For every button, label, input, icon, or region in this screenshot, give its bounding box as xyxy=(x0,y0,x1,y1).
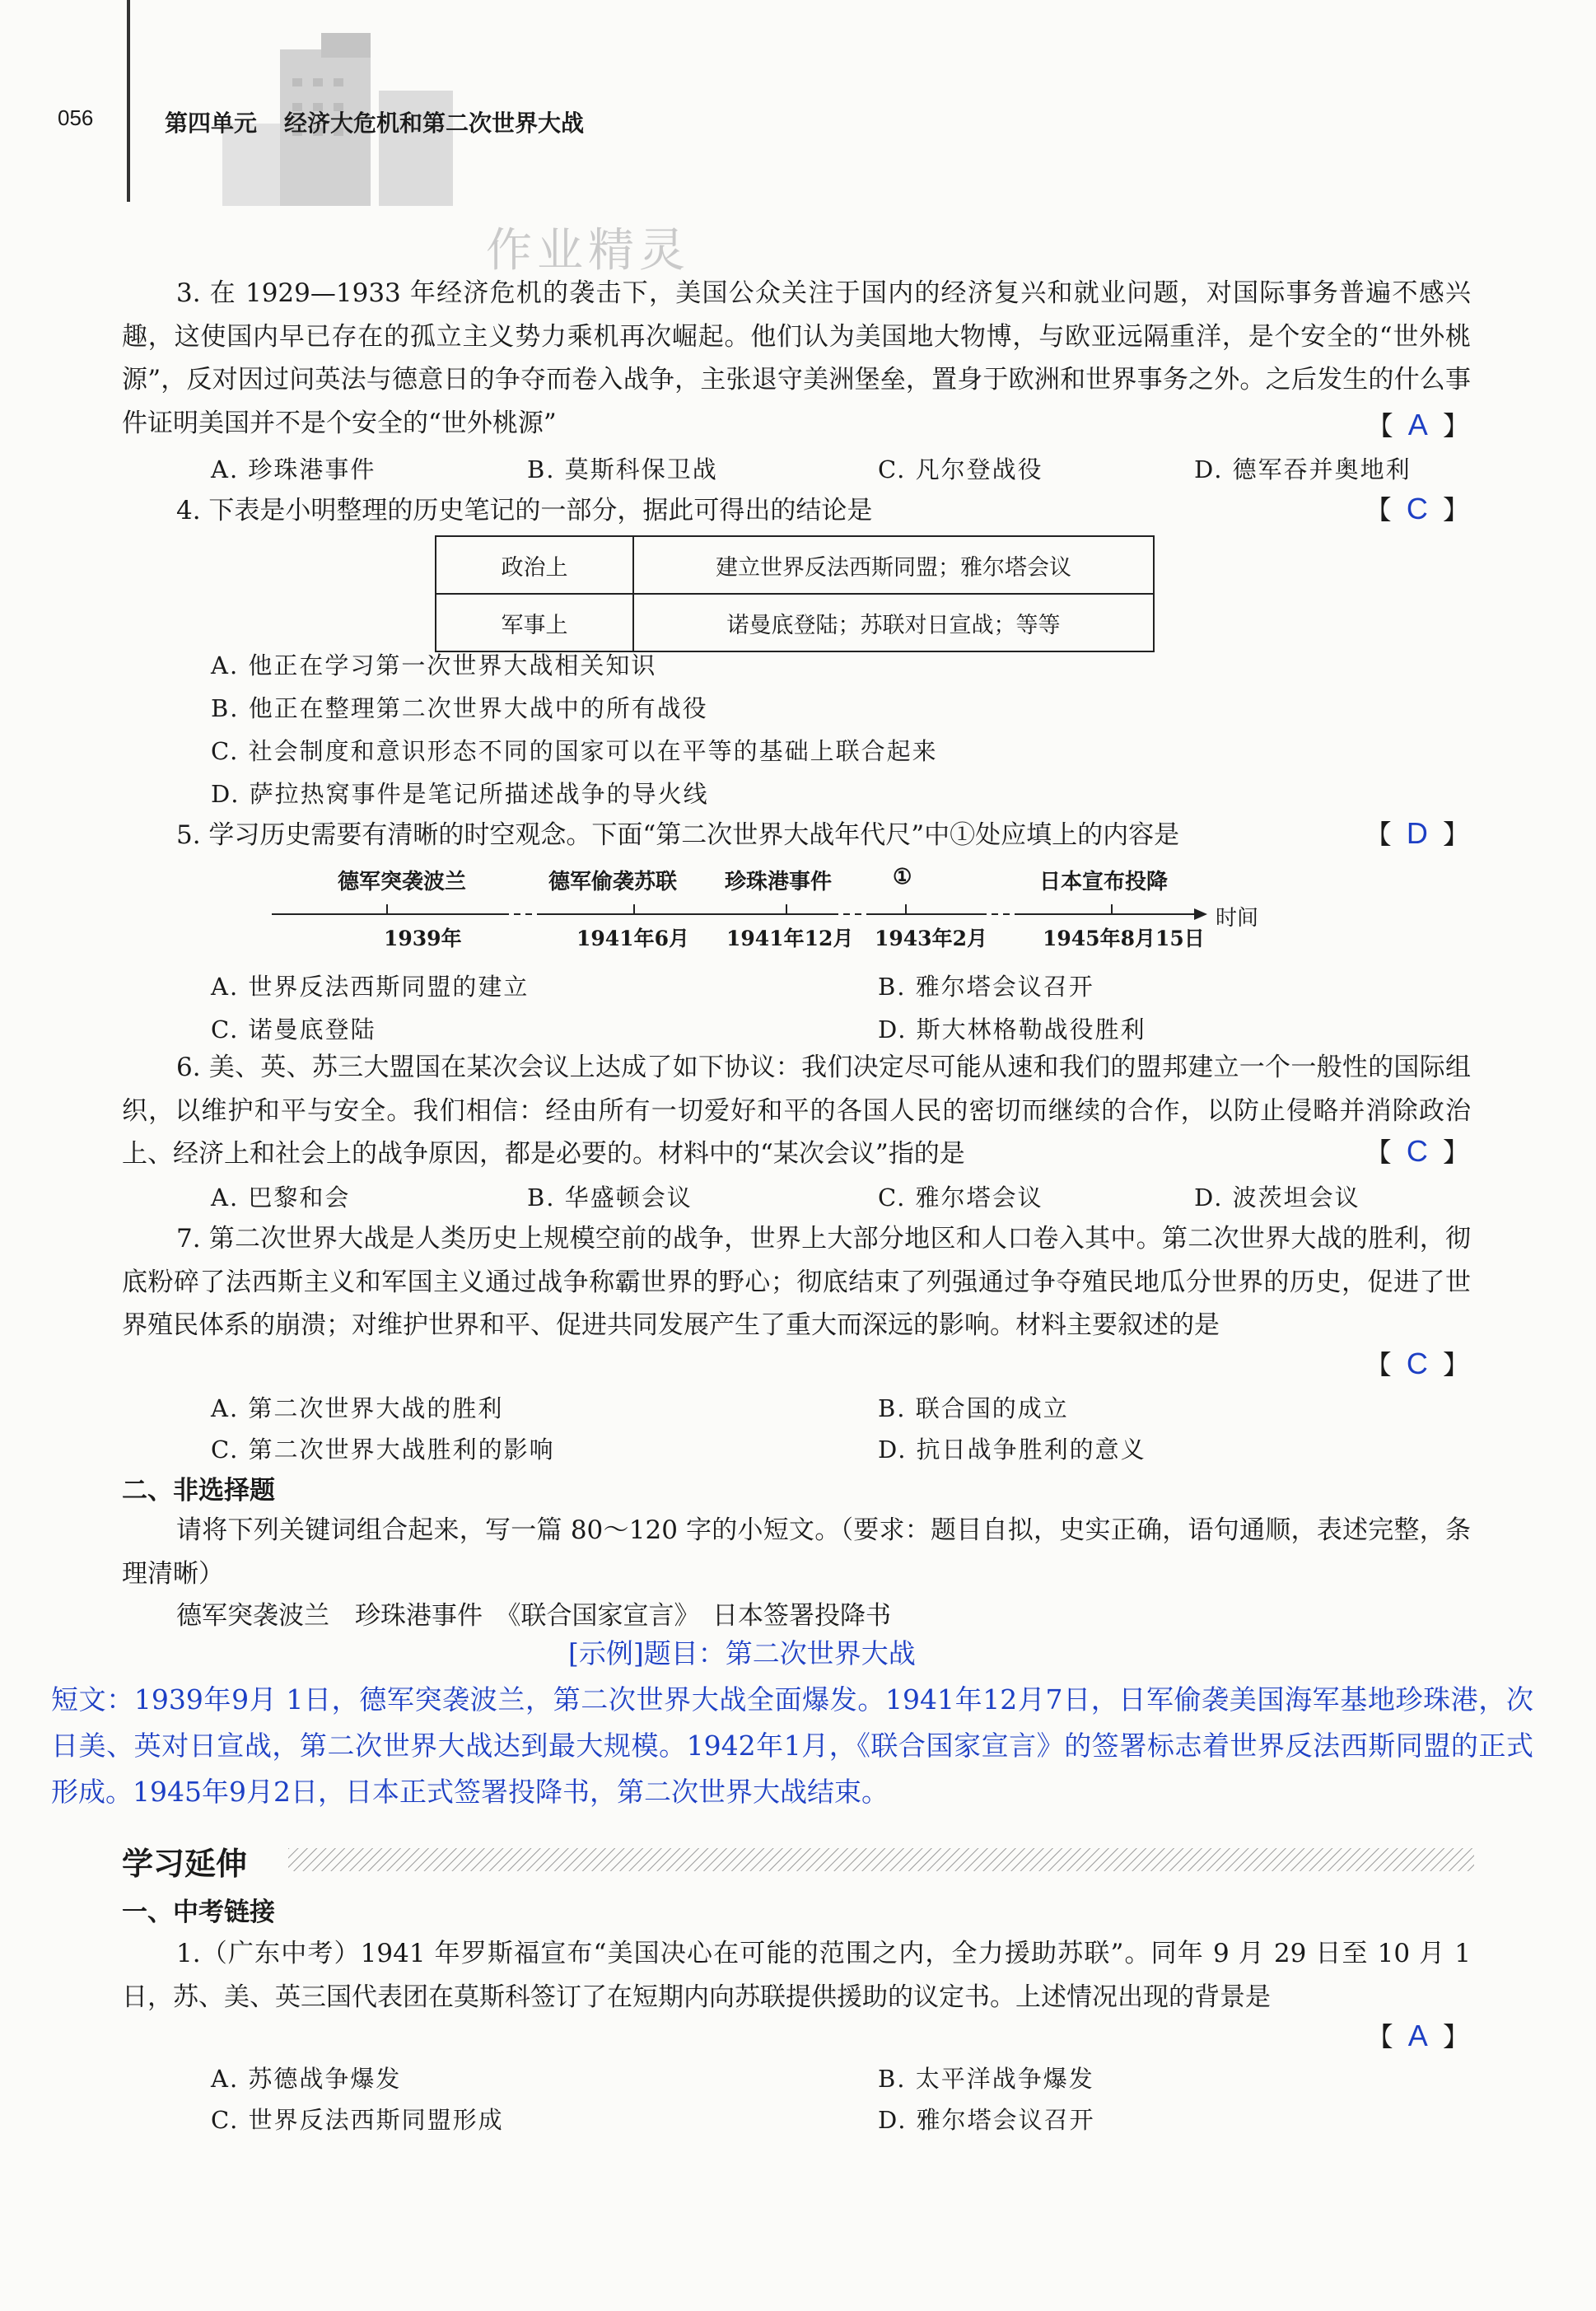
timeline-event: 日本宣布投降 xyxy=(1039,870,1169,894)
q7-option-b: B. 联合国的成立 xyxy=(878,1394,1069,1422)
notes-table xyxy=(435,535,1155,652)
q7-option-c: C. 第二次世界大战胜利的影响 xyxy=(211,1436,555,1464)
answer-value: A xyxy=(1407,2019,1431,2052)
ext-option-c: C. 世界反法西斯同盟形成 xyxy=(211,2106,504,2134)
q5-option-c: C. 诺曼底登陆 xyxy=(211,1015,376,1043)
question-6-text: 6. 美、英、苏三大盟国在某次会议上达成了如下协议：我们决定尽可能从速和我们的盟邦建立一个一般性的国际组织，以维护和平与安全。我们相信：经由所有一切爱好和平的各国人民的密切而继续的合作，以防止侵略并消除政治上、经济上和社会上的战争原因，都是必要的。材料中的“某次会议”指的是 xyxy=(122,1053,1471,1169)
ext-option-d: D. 雅尔塔会议召开 xyxy=(878,2106,1095,2134)
timeline-date: 1945年8月15日 xyxy=(1043,927,1205,950)
q4-option-a: A. 他正在学习第一次世界大战相关知识 xyxy=(211,651,657,679)
q4-option-c: C. 社会制度和意识形态不同的国家可以在平等的基础上联合起来 xyxy=(211,737,938,765)
timeline-axis-label: 时间 xyxy=(1216,906,1259,931)
ext-option-b: B. 太平洋战争爆发 xyxy=(878,2065,1094,2093)
extension-title: 学习延伸 xyxy=(122,1846,248,1882)
table-cell-key: 政治上 xyxy=(436,536,633,594)
q5-option-a: A. 世界反法西斯同盟的建立 xyxy=(211,973,530,1001)
timeline-event-blank: ① xyxy=(893,865,912,889)
timeline-event: 珍珠港事件 xyxy=(725,870,833,894)
example-body: 短文：1939年9月 1日，德军突袭波兰，第二次世界大战全面爆发。1941年12月7日，日军偷袭美国海军基地珍珠港，次日美、英对日宣战，第二次世界大战达到最大规模。1942年1月，《联合国家宣言》的签署标志着世界反法西斯同盟的正式形成。1945年9月2日，日本正式签署投降书，第二次世界大战结束。 xyxy=(51,1683,1533,1808)
question-3-text: 3. 在 1929—1933 年经济危机的袭击下，美国公众关注于国内的经济复兴和就业问题，对国际事务普遍不感兴趣，这使国内早已存在的孤立主义势力乘机再次崛起。他们认为美国地大物博，与欧亚远隔重洋，是个安全的“世外桃源”，反对因过问英法与德意日的争夺而卷入战争，主张退守美洲堡垒，置身于欧洲和世界事务之外。之后发生的什么事件证明美国并不是个安全的“世外桃源” xyxy=(122,278,1471,438)
q4-option-b: B. 他正在整理第二次世界大战中的所有战役 xyxy=(211,694,708,722)
question-5-answer: 【 D 】 xyxy=(1365,816,1472,850)
ext-option-a: A. 苏德战争爆发 xyxy=(211,2065,402,2093)
timeline-date: 1943年2月 xyxy=(875,927,987,950)
q4-option-d: D. 萨拉热窝事件是笔记所描述战争的导火线 xyxy=(211,780,709,808)
q6-option-d: D. 波茨坦会议 xyxy=(1194,1184,1360,1212)
example-title: [示例]题目：第二次世界大战 xyxy=(568,1637,916,1669)
table-cell-value: 诺曼底登陆；苏联对日宣战；等等 xyxy=(633,594,1154,651)
q6-option-a: A. 巴黎和会 xyxy=(211,1184,351,1212)
question-7-answer: 【 C 】 xyxy=(1365,1347,1472,1380)
q6-option-c: C. 雅尔塔会议 xyxy=(878,1184,1043,1212)
q3-option-d: D. 德军吞并奥地利 xyxy=(1194,455,1412,483)
q3-option-c: C. 凡尔登战役 xyxy=(878,455,1043,483)
question-7-text: 7. 第二次世界大战是人类历史上规模空前的战争，世界上大部分地区和人口卷入其中。第二次世界大战的胜利，彻底粉碎了法西斯主义和军国主义通过战争称霸世界的野心；彻底结束了列强通过争夺殖民地瓜分世界的历史，促进了世界殖民体系的崩溃；对维护世界和平、促进共同发展产生了重大而深远的影响。材料主要叙述的是 xyxy=(122,1224,1471,1340)
answer-value: D xyxy=(1406,816,1431,850)
question-4-text: 4. 下表是小明整理的历史笔记的一部分，据此可得出的结论是 xyxy=(176,496,873,525)
q5-option-b: B. 雅尔塔会议召开 xyxy=(878,973,1094,1001)
page-number: 056 xyxy=(58,105,94,130)
extension-question-text: 1.（广东中考）1941 年罗斯福宣布“美国决心在可能的范围之内，全力援助苏联”。同年 9 月 29 日至 10 月 1 日，苏、美、英三国代表团在莫斯科签订了在短期内向苏联提供援助的议定书。上述情况出现的背景是 xyxy=(122,1939,1471,2012)
watermark: 作业精灵 xyxy=(486,224,690,278)
table-row xyxy=(436,594,1154,651)
section-2-instruction: 请将下列关键词组合起来，写一篇 80～120 字的小短文。（要求：题目自拟，史实正确，语句通顺，表述完整，条理清晰） xyxy=(122,1515,1471,1589)
q7-option-d: D. 抗日战争胜利的意义 xyxy=(878,1436,1146,1464)
timeline-event: 德军偷袭苏联 xyxy=(548,870,678,894)
table-cell-value: 建立世界反法西斯同盟；雅尔塔会议 xyxy=(633,536,1154,594)
answer-value: C xyxy=(1406,1134,1431,1168)
answer-value: A xyxy=(1407,408,1431,441)
q5-option-d: D. 斯大林格勒战役胜利 xyxy=(878,1015,1146,1043)
timeline-date: 1941年6月 xyxy=(576,927,689,950)
answer-value: C xyxy=(1406,1347,1431,1380)
q7-option-a: A. 第二次世界大战的胜利 xyxy=(211,1394,504,1422)
timeline-event: 德军突袭波兰 xyxy=(338,870,467,894)
q6-option-b: B. 华盛顿会议 xyxy=(527,1184,693,1212)
question-4-answer: 【 C 】 xyxy=(1365,492,1472,525)
unit-label: 第四单元 xyxy=(165,110,258,137)
extension-title-rule xyxy=(288,1848,1474,1871)
extension-subtitle: 一、中考链接 xyxy=(122,1898,275,1927)
question-6-answer: 【 C 】 xyxy=(1365,1134,1472,1168)
section-2-title: 二、非选择题 xyxy=(122,1476,275,1506)
timeline-date: 1939年 xyxy=(384,927,462,950)
question-5-text: 5. 学习历史需要有清晰的时空观念。下面“第二次世界大战年代尺”中①处应填上的内容是 xyxy=(176,820,1180,850)
unit-title: 经济大危机和第二次世界大战 xyxy=(284,110,585,137)
section-2-keywords: 德军突袭波兰 珍珠港事件 《联合国家宣言》 日本签署投降书 xyxy=(176,1601,891,1631)
answer-value: C xyxy=(1406,492,1431,525)
extension-question-answer: 【 A 】 xyxy=(1366,2019,1472,2052)
table-row xyxy=(436,536,1154,594)
q3-option-a: A. 珍珠港事件 xyxy=(211,455,376,483)
q3-option-b: B. 莫斯科保卫战 xyxy=(527,455,718,483)
table-cell-key: 军事上 xyxy=(436,594,633,651)
question-3-answer: 【 A 】 xyxy=(1366,408,1472,441)
timeline-date: 1941年12月 xyxy=(726,927,854,950)
